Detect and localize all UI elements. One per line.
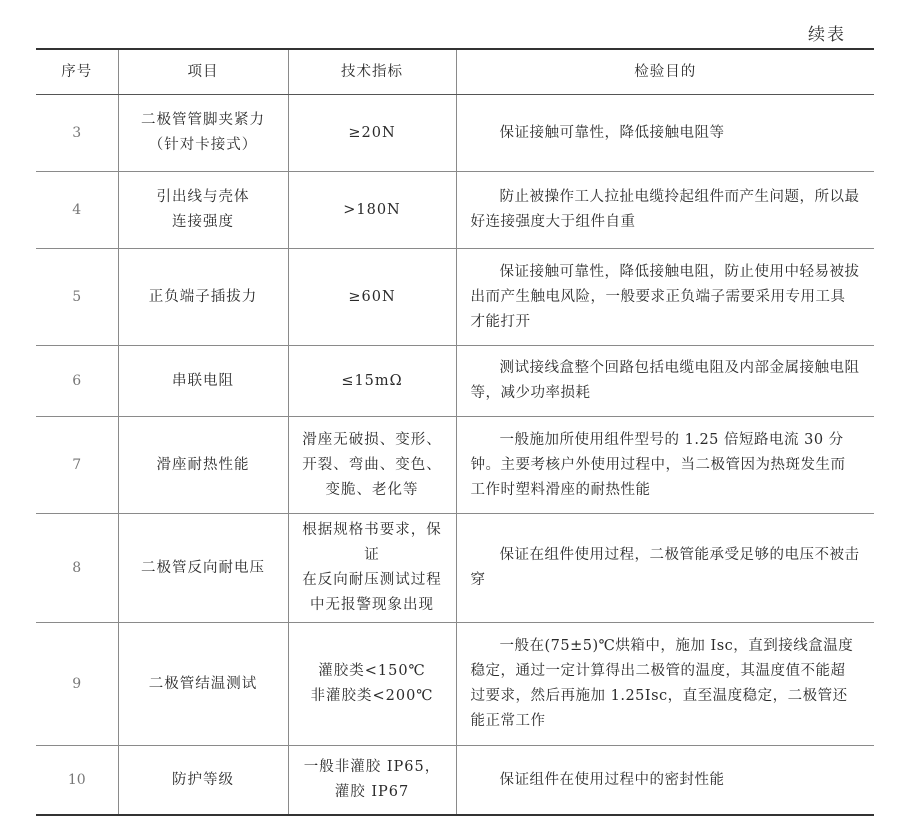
table-row [36,623,874,746]
spec-line: >180N [343,201,401,218]
spec-line: 开裂、弯曲、变色、 [302,456,442,473]
spec-line: 中无报警现象出现 [310,597,434,613]
spec-line: ≤15mΩ [341,372,403,389]
row-purpose: 保证接触可靠性，降低接触电阻，防止使用中轻易被拔出而产生触电风险，一般要求正负端子需要采用专用工具才能打开 [456,249,874,346]
table-row [36,746,874,816]
row-spec [288,95,456,172]
spec-line: 灌胶类<150℃ [318,663,426,679]
row-item [118,249,288,346]
item-line: 防护等级 [172,771,234,788]
header-item: 项目 [118,49,288,95]
row-spec [288,346,456,417]
table-row [36,346,874,417]
item-line: （针对卡接式） [148,137,258,153]
spec-line: 在反向耐压测试过程 [302,572,442,588]
table-row [36,95,874,172]
header-purpose: 检验目的 [456,49,874,95]
row-spec [288,746,456,816]
row-item [118,514,288,623]
header-no: 序号 [36,49,118,95]
row-purpose: 防止被操作工人拉扯电缆拎起组件而产生问题，所以最好连接强度大于组件自重 [456,172,874,249]
spec-line: 非灌胶类<200℃ [310,688,434,704]
row-item [118,172,288,249]
row-number: 7 [36,417,118,514]
table-row [36,172,874,249]
continued-table-label: 续表 [808,25,846,45]
spec-line: 滑座无破损、变形、 [302,431,442,448]
row-item [118,417,288,514]
header-spec: 技术指标 [288,49,456,95]
item-line: 二极管结温测试 [148,675,258,692]
table-row [36,514,874,623]
row-item [118,95,288,172]
spec-line: 一般非灌胶 IP65， [303,759,441,775]
row-purpose: 测试接线盒整个回路包括电缆电阻及内部金属接触电阻等，减少功率损耗 [456,346,874,417]
inspection-table [36,48,874,816]
spec-line: ≥60N [348,288,396,305]
spec-line: 根据规格书要求，保证 [302,522,442,563]
row-purpose: 一般在(75±5)℃烘箱中，施加 Isc，直到接线盒温度稳定，通过一定计算得出二极管的温度，其温度值不能超过要求，然后再施加 1.25Isc，直至温度稳定，二极管还能正常工作 [456,623,874,746]
row-number: 9 [36,623,118,746]
item-line: 二极管管脚夹紧力 [141,112,265,128]
row-number: 3 [36,95,118,172]
row-item [118,623,288,746]
item-line: 连接强度 [172,214,234,230]
table-header-row [36,49,874,95]
row-purpose: 保证组件在使用过程中的密封性能 [456,746,874,816]
item-line: 引出线与壳体 [156,189,250,205]
spec-line: 变脆、老化等 [325,481,419,498]
item-line: 正负端子插拔力 [148,288,258,305]
item-line: 二极管反向耐电压 [141,559,265,576]
spec-line: ≥20N [348,124,396,141]
row-spec [288,172,456,249]
row-number: 6 [36,346,118,417]
spec-line: 灌胶 IP67 [334,784,410,800]
row-purpose: 保证接触可靠性，降低接触电阻等 [456,95,874,172]
row-number: 4 [36,172,118,249]
row-spec [288,249,456,346]
row-number: 8 [36,514,118,623]
row-item [118,746,288,816]
row-spec [288,514,456,623]
table-row [36,417,874,514]
row-spec [288,623,456,746]
item-line: 滑座耐热性能 [156,456,250,473]
row-purpose: 保证在组件使用过程，二极管能承受足够的电压不被击穿 [456,514,874,623]
row-item [118,346,288,417]
row-spec [288,417,456,514]
row-number: 10 [36,746,118,816]
table-row [36,249,874,346]
item-line: 串联电阻 [172,372,234,389]
row-purpose: 一般施加所使用组件型号的 1.25 倍短路电流 30 分钟。主要考核户外使用过程中，当二极管因为热斑发生而工作时塑料滑座的耐热性能 [456,417,874,514]
row-number: 5 [36,249,118,346]
